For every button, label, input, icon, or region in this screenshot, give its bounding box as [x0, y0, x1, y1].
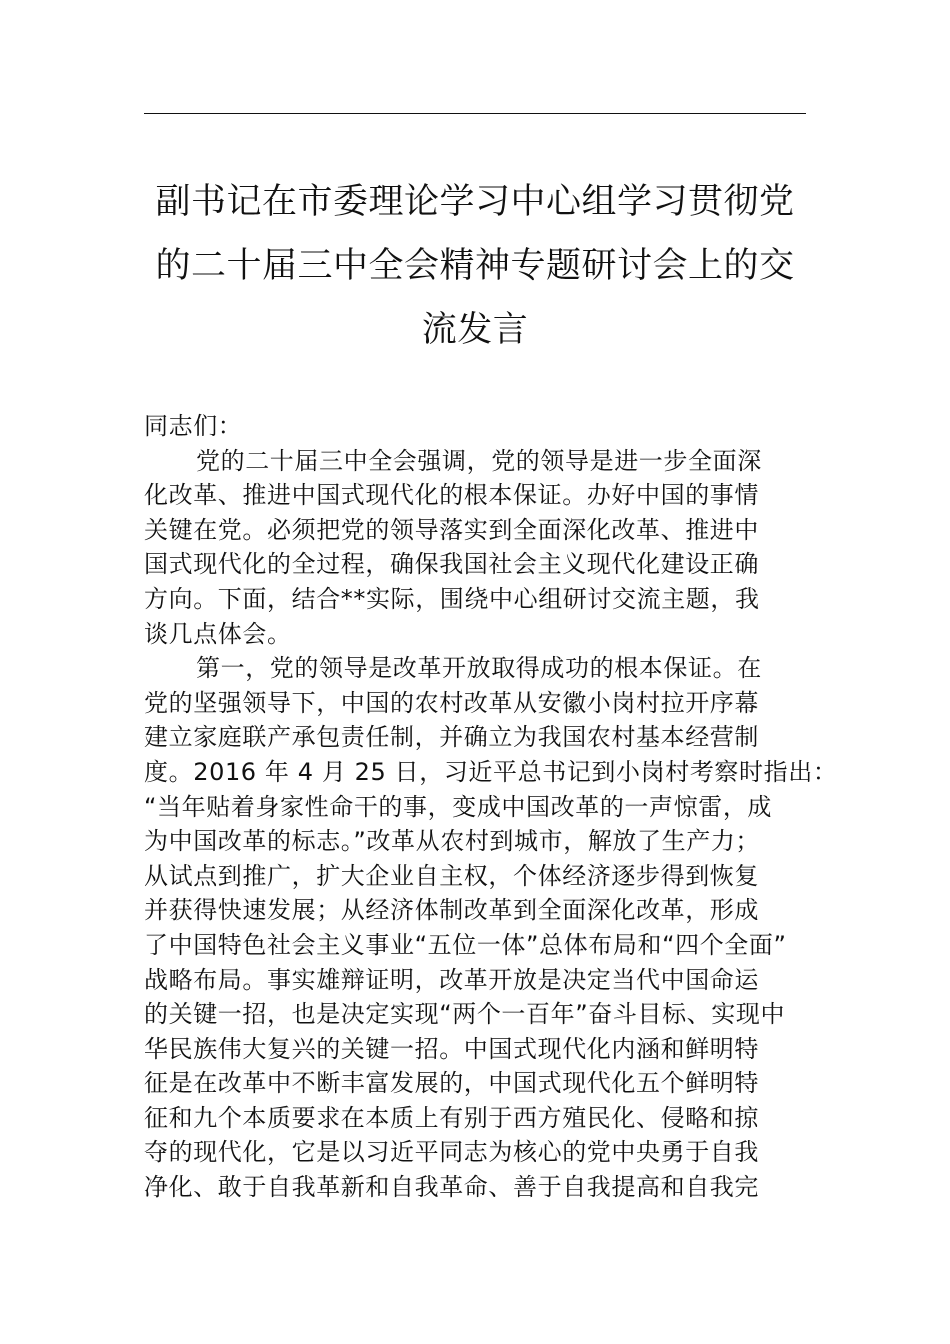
- body-line: 为中国改革的标志。”改革从农村到城市，解放了生产力；: [144, 827, 761, 856]
- body-line: 净化、敢于自我革新和自我革命、善于自我提高和自我完: [144, 1173, 759, 1202]
- body-line: 关键在党。必须把党的领导落实到全面深化改革、推进中: [144, 515, 759, 544]
- title-line-1: 副书记在市委理论学习中心组学习贯彻党: [155, 182, 795, 222]
- body-line: 华民族伟大复兴的关键一招。中国式现代化内涵和鲜明特: [144, 1034, 759, 1063]
- body-line: 方向。下面，结合**实际，围绕中心组研讨交流主题，我: [144, 584, 760, 613]
- body-line: 了中国特色社会主义事业“五位一体”总体布局和“四个全面”: [144, 930, 787, 959]
- body-line: 征和九个本质要求在本质上有别于西方殖民化、侵略和掠: [144, 1103, 759, 1132]
- body-line: 征是在改革中不断丰富发展的，中国式现代化五个鲜明特: [144, 1069, 759, 1098]
- body-line: “当年贴着身家性命干的事，变成中国改革的一声惊雷，成: [144, 792, 773, 821]
- body-line: 第一，党的领导是改革开放取得成功的根本保证。在: [196, 654, 762, 683]
- body-line: 夺的现代化，它是以习近平同志为核心的党中央勇于自我: [144, 1138, 759, 1167]
- body-line: 战略布局。事实雄辩证明，改革开放是决定当代中国命运: [144, 965, 759, 994]
- header-rule: [144, 113, 806, 114]
- body-line: 度。2016 年 4 月 25 日，习近平总书记到小岗村考察时指出：: [144, 757, 838, 786]
- title-line-3: 流发言: [421, 310, 529, 350]
- body-line: 并获得快速发展；从经济体制改革到全面深化改革，形成: [144, 896, 759, 925]
- body-line: 的关键一招，也是决定实现“两个一百年”奋斗目标、实现中: [144, 1000, 786, 1029]
- document-body: [144, 409, 838, 1205]
- document-title: [144, 170, 806, 362]
- body-line: 建立家庭联产承包责任制，并确立为我国农村基本经营制: [144, 723, 759, 752]
- body-line: 从试点到推广，扩大企业自主权，个体经济逐步得到恢复: [144, 861, 759, 890]
- body-line: 国式现代化的全过程，确保我国社会主义现代化建设正确: [144, 550, 759, 579]
- body-line: 化改革、推进中国式现代化的根本保证。办好中国的事情: [144, 481, 759, 510]
- title-line-2: 的二十届三中全会精神专题研讨会上的交: [155, 246, 795, 286]
- body-line: 党的坚强领导下，中国的农村改革从安徽小岗村拉开序幕: [144, 688, 759, 717]
- body-line: 党的二十届三中全会强调，党的领导是进一步全面深: [196, 446, 762, 475]
- salutation: 同志们：: [144, 412, 243, 440]
- body-line: 谈几点体会。: [144, 619, 292, 648]
